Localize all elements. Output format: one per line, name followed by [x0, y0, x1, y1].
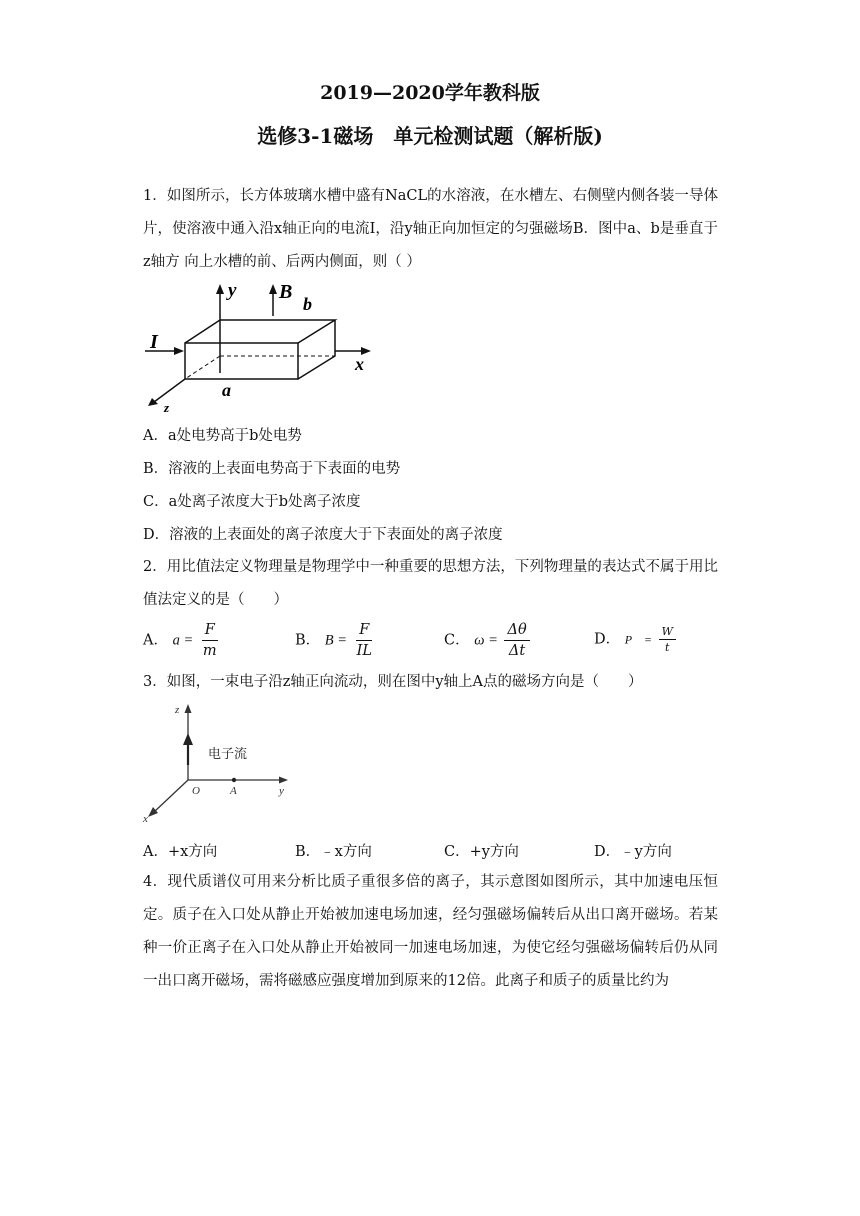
question-2-text: 2．用比值法定义物理量是物理学中一种重要的思想方法，下列物理量的表达式不属于用比值法定义的是（ ） [143, 559, 718, 608]
q2-option-d-fraction [659, 624, 676, 655]
figure-label-y: y [228, 280, 237, 301]
question-1-figure [140, 278, 380, 418]
figure-label-z: z [175, 704, 180, 716]
q1-option-a: A．a处电势高于b处电势 [143, 428, 302, 444]
q2-option-b-label: B． [295, 632, 321, 649]
q2-option-d [594, 624, 678, 655]
q2-option-b [295, 620, 377, 661]
q2-option-c-lhs: ω = [474, 632, 498, 649]
q1-option-b: B．溶液的上表面电势高于下表面的电势 [143, 461, 401, 477]
q1-option-d: D．溶液的上表面处的离子浓度大于下表面处的离子浓度 [143, 527, 503, 543]
figure-label-A: A [230, 785, 237, 797]
q2-option-c-label: C． [444, 632, 470, 649]
figure-label-I: I [150, 331, 158, 353]
q2-option-a-lhs: a = [172, 632, 194, 649]
page-title: 2019—2020学年教科版 [320, 82, 540, 104]
q2-option-d-lhs: P = [624, 632, 652, 647]
q2-option-c-fraction [504, 620, 529, 661]
figure-label-x: x [143, 813, 148, 825]
q2-option-d-label: D． [594, 631, 621, 648]
q1-option-c: C．a处离子浓度大于b处离子浓度 [143, 494, 361, 510]
figure-label-O: O [192, 785, 200, 797]
q3-option-b: B．﹣x方向 [295, 844, 372, 860]
q2-option-a-label: A． [143, 632, 168, 649]
q3-option-a: A．+x方向 [143, 844, 218, 860]
question-3-figure [142, 700, 302, 830]
page-subtitle: 选修3-1磁场 单元检测试题（解析版) [257, 124, 603, 148]
q2-option-c-num: Δθ [504, 620, 529, 641]
q2-option-d-num: W [659, 624, 676, 640]
q2-option-a [143, 620, 222, 661]
q2-option-b-den: IL [356, 643, 373, 659]
q2-option-b-num: F [356, 620, 372, 641]
q2-option-a-fraction [200, 620, 220, 661]
figure-label-b: b [303, 294, 312, 314]
q2-option-c-den: Δt [508, 643, 526, 659]
figure-label-a: a [222, 380, 231, 400]
q2-option-d-den: t [665, 641, 670, 654]
question-3-text: 3．如图，一束电子沿z轴正向流动，则在图中y轴上A点的磁场方向是（ ） [143, 674, 643, 690]
figure-label-x: x [355, 354, 364, 374]
q2-option-b-fraction [354, 620, 375, 661]
q2-option-a-num: F [202, 620, 218, 641]
question-4-text: 4．现代质谱仪可用来分析比质子重很多倍的离子，其示意图如图所示，其中加速电压恒定。质子在入口处从静止开始被加速电场加速，经匀强磁场偏转后从出口离开磁场。若某种一价正离子在入口处从静止开始被同一加速电场加速，为使它经匀强磁场偏转后仍从同一出口离开磁场，需将磁感应强度增加到原来的12倍。此离子和质子的质量比约为 [143, 874, 718, 989]
figure-label-y: y [279, 785, 284, 797]
figure-label-z: z [164, 400, 170, 415]
figure-label-B: B [279, 281, 293, 303]
q2-option-b-lhs: B = [324, 632, 348, 649]
q3-option-d: D．﹣y方向 [594, 844, 672, 860]
q2-option-c [444, 620, 532, 661]
q2-option-a-den: m [202, 643, 217, 659]
question-1-text: 1．如图所示，长方体玻璃水槽中盛有NaCL的水溶液，在水槽左、右侧壁内侧各装一导体片，使溶液中通入沿x轴正向的电流I，沿y轴正向加恒定的匀强磁场B．图中a、b是垂直于z轴方 向上水槽的前、后两内侧面，则（ ） [143, 188, 718, 270]
figure-label-electron-stream: 电子流 [208, 747, 248, 762]
q3-option-c: C．+y方向 [444, 844, 519, 860]
